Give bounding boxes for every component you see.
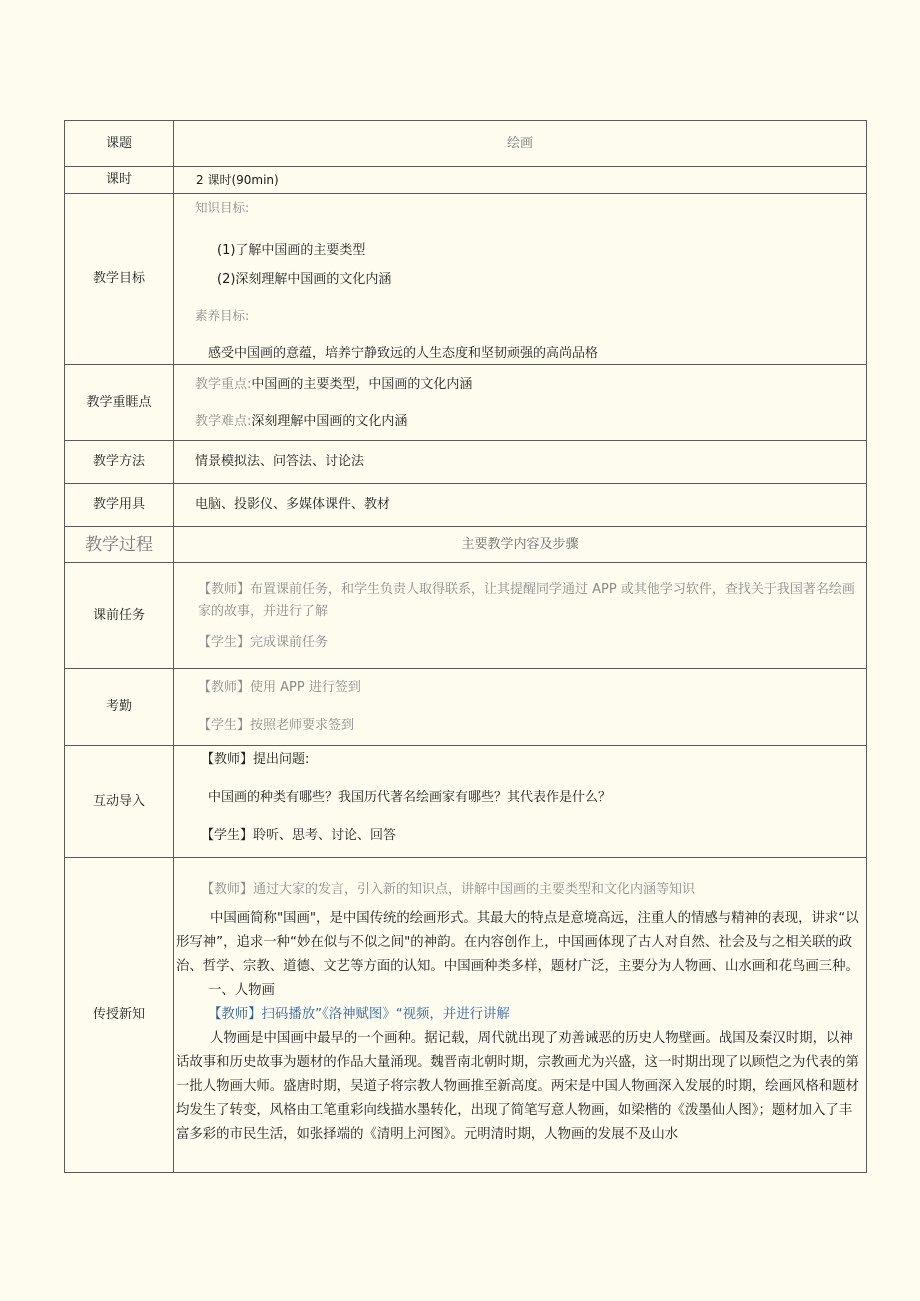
- new-knowledge-para1: 中国画简称"国画"，是中国传统的绘画形式。其最大的特点是意境高远，注重人的情感与精神的表现，讲求“以形写神”，追求一种“妙在似与不似之间"的神韵。在内容创作上，中国画体现了古人对自然、社会及与之相关联的政治、哲学、宗教、道德、文艺等方面的认知。中国画种类多样，题材广泛，主要分为人物画、山水画和花鸟画三种。: [176, 911, 859, 974]
- row-process-header: [65, 527, 867, 563]
- label-intro: 互动导入: [65, 746, 174, 858]
- label-attendance: 考勤: [65, 669, 174, 746]
- intro-teacher: 【教师】提出问题:: [201, 752, 310, 767]
- row-pre-class: [65, 563, 867, 669]
- intro-content: [174, 746, 867, 858]
- difficult-point-label: 教学难点:: [195, 414, 252, 429]
- row-methods: [65, 441, 867, 484]
- row-intro: [65, 746, 867, 858]
- label-objectives: 教学目标: [65, 194, 174, 365]
- knowledge-item: (1)了解中国画的主要类型: [217, 243, 366, 258]
- pre-class-content: [174, 563, 867, 669]
- objectives-content: [174, 194, 867, 365]
- knowledge-heading: 知识目标:: [195, 200, 250, 215]
- row-attendance: [65, 669, 867, 746]
- hours-value: 2 课时(90min): [174, 167, 867, 194]
- knowledge-item: (2)深刻理解中国画的文化内涵: [217, 272, 392, 287]
- methods-value: 情景模拟法、问答法、讨论法: [174, 441, 867, 484]
- row-new-knowledge: [65, 858, 867, 1173]
- row-key-points: [65, 365, 867, 441]
- label-title: 课题: [65, 121, 174, 167]
- literacy-text: 感受中国画的意蕴，培养宁静致远的人生态度和坚韧顽强的高尚品格: [208, 346, 599, 361]
- label-tools: 教学用具: [65, 484, 174, 527]
- difficult-point-text: 深刻理解中国画的文化内涵: [251, 414, 408, 429]
- pre-class-student: 【学生】完成课前任务: [198, 635, 329, 650]
- literacy-heading: 素养目标:: [195, 308, 250, 323]
- key-points-content: [174, 365, 867, 441]
- pre-class-teacher: 【教师】布置课前任务，和学生负责人取得联系，让其提醒同学通过 APP 或其他学习软件，查找关于我国著名绘画家的故事，并进行了解: [198, 582, 855, 619]
- row-tools: [65, 484, 867, 527]
- label-key-points: 教学重睚点: [65, 365, 174, 441]
- row-hours: [65, 167, 867, 194]
- intro-question: 中国画的种类有哪些？我国历代著名绘画家有哪些？其代表作是什么？: [208, 790, 612, 805]
- label-new-knowledge: 传授新知: [65, 858, 174, 1173]
- attendance-teacher: 【教师】使用 APP 进行签到: [198, 680, 361, 695]
- new-knowledge-para2: 人物画是中国画中最早的一个画种。据记载，周代就出现了劝善诫恶的历史人物壁画。战国及秦汉时期，以神话故事和历史故事为题材的作品大量涌现。魏晋南北朝时期，宗教画尤为兴盛，这一时期出现了以顾恺之为代表的第一批人物画大师。盛唐时期，吴道子将宗教人物画推至新高度。两宋是中国人物画深入发展的时期，绘画风格和题材均发生了转变，风格由工笔重彩向线描水墨转化，出现了简笔写意人物画，如梁楷的《泼墨仙人图》；题材加入了丰富多彩的市民生活，如张择端的《清明上河图》。元明清时期，人物画的发展不及山水: [176, 1031, 859, 1142]
- lesson-plan-sheet: [64, 120, 866, 1173]
- tools-value: 电脑、投影仪、多媒体课件、教材: [174, 484, 867, 527]
- new-knowledge-teacher: 【教师】通过大家的发言，引入新的知识点，讲解中国画的主要类型和文化内涵等知识: [201, 882, 696, 897]
- key-point-text: 中国画的主要类型，中国画的文化内涵: [251, 377, 473, 392]
- attendance-student: 【学生】按照老师要求签到: [198, 718, 355, 733]
- lesson-title: 绘画: [174, 121, 867, 167]
- label-methods: 教学方法: [65, 441, 174, 484]
- key-point-label: 教学重点:: [195, 377, 252, 392]
- intro-student: 【学生】聆听、思考、讨论、回答: [201, 828, 397, 843]
- label-process: 教学过程: [65, 527, 174, 563]
- process-header: 主要教学内容及步骤: [174, 527, 867, 563]
- new-knowledge-teacher-video: 【教师】扫码播放”《洛神赋图》“视频，并进行讲解: [208, 1007, 510, 1022]
- new-knowledge-content: [174, 858, 867, 1173]
- label-pre-class: 课前任务: [65, 563, 174, 669]
- section-heading-figure-painting: 一、人物画: [208, 983, 275, 998]
- label-hours: 课时: [65, 167, 174, 194]
- lesson-plan-table: [64, 120, 867, 1173]
- row-objectives: [65, 194, 867, 365]
- row-title: [65, 121, 867, 167]
- attendance-content: [174, 669, 867, 746]
